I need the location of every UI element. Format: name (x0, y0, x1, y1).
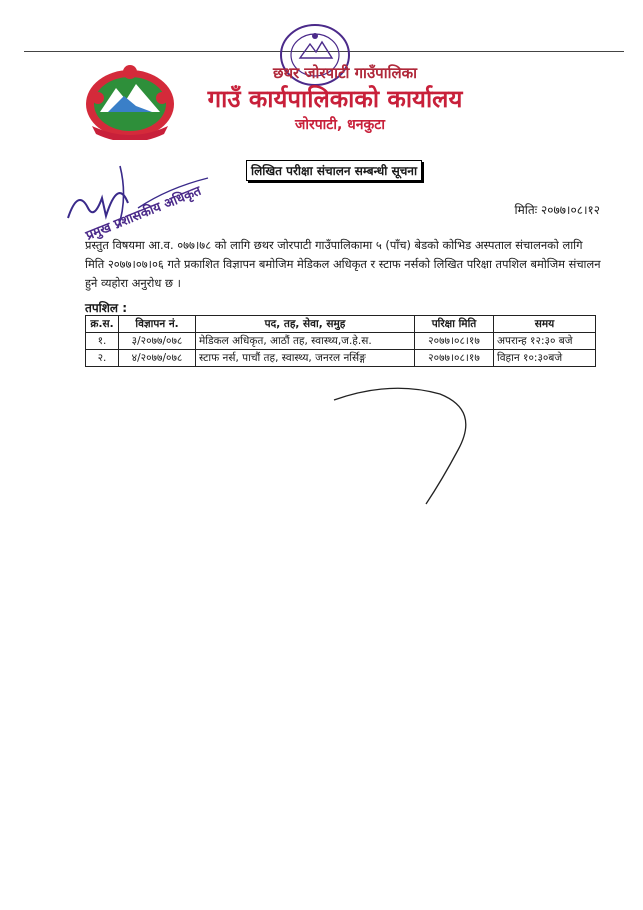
office-address: जोरपाटी, धनकुटा (294, 117, 385, 133)
notice-body: प्रस्तुत विषयमा आ.व. ०७७।७८ को लागि छथर जोरपाटी गाउँपालिकामा ५ (पाँच) बेडको कोभिड अस्पताल संचालनको लागि मिति २०७७।०७।०६ गते प्रकाशित विज्ञापन बमोजिम मेडिकल अधिकृत र स्टाफ नर्सको लिखित परिक्षा तपशिल बमोजिम संचालन हुने व्यहोरा अनुरोध छ । (85, 238, 601, 290)
cell-time: विहान १०:३०बजे (494, 350, 596, 367)
col-time: समय (494, 316, 596, 333)
cell-serial: १. (86, 333, 119, 350)
col-ad-no: विज्ञापन नं. (119, 316, 196, 333)
col-serial: क्र.स. (86, 316, 119, 333)
table-row (86, 333, 596, 350)
col-post: पद, तह, सेवा, समुह (196, 316, 415, 333)
tapasil-label: तपशिल : (85, 301, 128, 315)
cell-post: मेडिकल अधिकृत, आठौं तह, स्वास्थ्य,ज.हे.स. (196, 333, 415, 350)
pen-scribble (330, 380, 480, 510)
exam-schedule-table (85, 315, 596, 367)
cell-time: अपरान्ह १२:३० बजे (494, 333, 596, 350)
officer-stamp-text: प्रमुख प्रशासकीय अधिकृत (83, 183, 204, 244)
table-row (86, 350, 596, 367)
signature-stamp (58, 158, 228, 248)
cell-ad-no: ४/२०७७/०७८ (119, 350, 196, 367)
cell-ad-no: ३/२०७७/०७८ (119, 333, 196, 350)
cell-exam-date: २०७७।०८।१७ (415, 350, 494, 367)
office-title: गाउँ कार्यपालिकाको कार्यालय (207, 85, 463, 113)
cell-post: स्टाफ नर्स, पाचौं तह, स्वास्थ्य, जनरल नर्सिङ्ग (196, 350, 415, 367)
cell-serial: २. (86, 350, 119, 367)
table-header-row (86, 316, 596, 333)
notice-subject: लिखित परीक्षा संचालन सम्बन्धी सूचना (246, 160, 422, 181)
col-exam-date: परिक्षा मिति (415, 316, 494, 333)
cell-exam-date: २०७७।०८।१७ (415, 333, 494, 350)
municipality-name: छथर जोरपाटी गाउँपालिका (272, 64, 418, 82)
notice-date: मितिः २०७७।०८।१२ (514, 203, 600, 217)
